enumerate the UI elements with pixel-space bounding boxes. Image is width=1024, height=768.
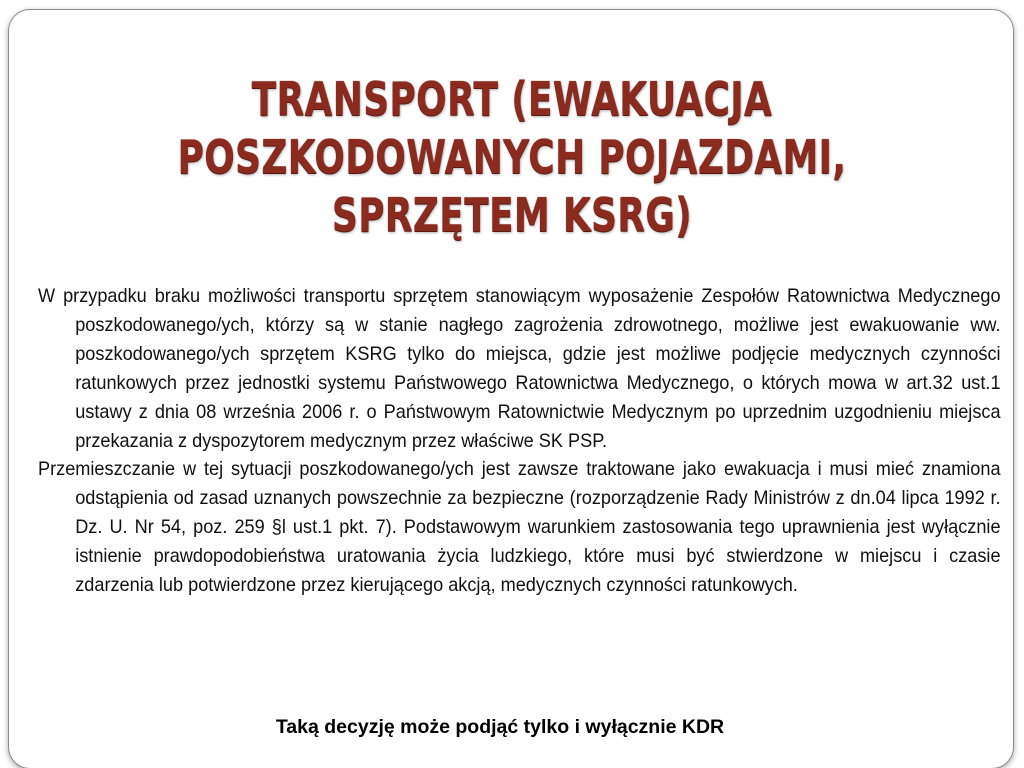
paragraph-evacuation-rules: Przemieszczanie w tej sytuacji poszkodowanego/ych jest zawsze traktowane jako ewakuacja i musi mieć znamiona odstąpienia od zasad uznanych powszechnie za bezpieczne (rozporządzenie Rady Ministrów z dn.04 lipca 1992 r. Dz. U. Nr 54, poz. 259 §l ust.1 pkt. 7). Podstawowym warunkiem zastosowania tego uprawnienia jest wyłącznie istnienie prawdopodobieństwa uratowania życia ludzkiego, które musi być stwierdzone w miejscu i czasie zdarzenia lub potwierdzone przez kierującego akcją, medycznych czynności ratunkowych. bbox=[38, 458, 1001, 597]
slide-title bbox=[0, 70, 1024, 244]
conclusion-text: Taką decyzję może podjąć tylko i wyłącznie KDR bbox=[275, 716, 725, 738]
slide-body bbox=[38, 282, 1001, 600]
title-line-3: SPRZĘTEM KSRG) bbox=[331, 188, 693, 242]
title-line-1: TRANSPORT (EWAKUACJA bbox=[251, 72, 773, 126]
paragraph-evacuation-conditions: W przypadku braku możliwości transportu sprzętem stanowiącym wyposażenie Zespołów Ratownictwa Medycznego poszkodowanego/ych, którzy są w stanie nagłego zagrożenia zdrowotnego, możliwe jest ewakuowanie ww. poszkodowanego/ych sprzętem KSRG tylko do miejsca, gdzie jest możliwe podjęcie medycznych czynności ratunkowych przez jednostki systemu Państwowego Ratownictwa Medycznego, o których mowa w art.32 ust.1 ustawy z dnia 08 września 2006 r. o Państwowym Ratownictwie Medycznym po uprzednim uzgodnieniu miejsca przekazania z dyspozytorem medycznym przez właściwe SK PSP. bbox=[38, 285, 1001, 452]
title-line-2: POSZKODOWANYCH POJAZDAMI, bbox=[177, 130, 847, 184]
